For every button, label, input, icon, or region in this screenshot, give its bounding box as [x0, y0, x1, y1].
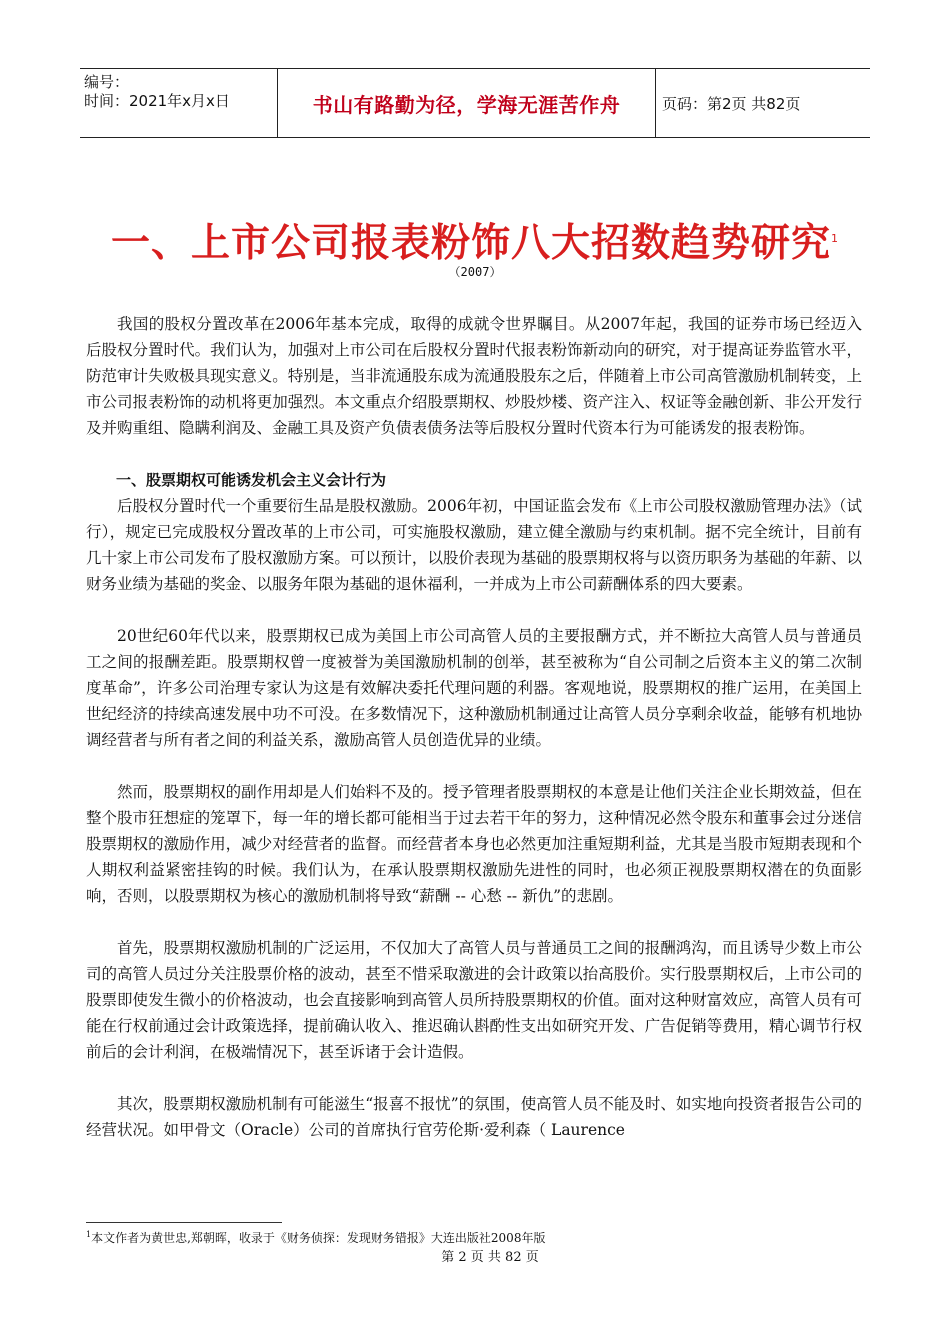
footnote-mark: 1 — [86, 1230, 92, 1239]
footnote-divider — [86, 1222, 282, 1223]
header-motto: 书山有路勤为径，学海无涯苦作舟 — [278, 69, 656, 137]
body-paragraph: 后股权分置时代一个重要衍生品是股权激励。2006年初，中国证监会发布《上市公司股权激励管理办法》（试行），规定已完成股权分置改革的上市公司，可实施股权激励，建立健全激励与约束机制。据不完全统计，目前有几十家上市公司发布了股权激励方案。可以预计，以股价表现为基础的股票期权将与以资历职务为基础的年薪、以财务业绩为基础的奖金、以服务年限为基础的退休福利，一并成为上市公司薪酬体系的四大要素。 — [86, 497, 862, 593]
body-paragraph: 其次，股票期权激励机制有可能滋生“报喜不报忧”的氛围，使高管人员不能及时、如实地向投资者报告公司的经营状况。如甲骨文（Oracle）公司的首席执行官劳伦斯·爱利森（ Laurence — [86, 1095, 862, 1139]
document-subtitle: （2007） — [448, 265, 502, 279]
document-title-text: 一、上市公司报表粉饰八大招数趋势研究 — [110, 221, 831, 266]
header-meta — [80, 69, 278, 137]
document-body — [86, 311, 862, 1143]
page-number: 第 2 页 共 82 页 — [441, 1250, 539, 1265]
body-paragraph: 20世纪60年代以来，股票期权已成为美国上市公司高管人员的主要报酬方式，并不断拉大高管人员与普通员工之间的报酬差距。股票期权曾一度被誉为美国激励机制的创举，甚至被称为“自公司制之后资本主义的第二次制度革命”，许多公司治理专家认为这是有效解决委托代理问题的利器。客观地说，股票期权的推广运用，在美国上世纪经济的持续高速发展中功不可没。在多数情况下，这种激励机制通过让高管人员分享剩余收益，能够有机地协调经营者与所有者之间的利益关系，激励高管人员创造优异的业绩。 — [86, 627, 862, 749]
footnote-text: 本文作者为黄世忠,郑朝晖，收录于《财务侦探：发现财务错报》大连出版社2008年版 — [91, 1231, 546, 1245]
title-footnote-mark: 1 — [831, 232, 839, 245]
header-time-label: 时间：2021年x月x日 — [84, 92, 230, 110]
body-paragraph: 然而，股票期权的副作用却是人们始料不及的。授予管理者股票期权的本意是让他们关注企业长期效益，但在整个股市狂想症的笼罩下，每一年的增长都可能相当于过去若干年的努力，这种情况必然令股东和董事会过分迷信股票期权的激励作用，减少对经营者的监督。而经营者本身也必然更加注重短期利益，尤其是当股市短期表现和个人期权利益紧密挂钩的时候。我们认为，在承认股票期权激励先进性的同时，也必须正视股票期权潜在的负面影响，否则，以股票期权为核心的激励机制将导致“薪酬 -- 心愁 -- 新仇”的悲剧。 — [86, 783, 862, 905]
intro-paragraph: 我国的股权分置改革在2006年基本完成，取得的成就令世界瞩目。从2007年起，我国的证券市场已经迈入后股权分置时代。我们认为，加强对上市公司在后股权分置时代报表粉饰新动向的研究，对于提高证券监管水平，防范审计失败极具现实意义。特别是，当非流通股东成为流通股股东之后，伴随着上市公司高管激励机制转变，上市公司报表粉饰的动机将更加强烈。本文重点介绍股票期权、炒股炒楼、资产注入、权证等金融创新、非公开发行及并购重组、隐瞒利润及、金融工具及资产负债表债务法等后股权分置时代资本行为可能诱发的报表粉饰。 — [86, 315, 862, 437]
header-page-info: 页码：第2页 共82页 — [662, 94, 801, 113]
body-paragraph: 首先，股票期权激励机制的广泛运用，不仅加大了高管人员与普通员工之间的报酬鸿沟，而且诱导少数上市公司的高管人员过分关注股票价格的波动，甚至不惜采取激进的会计政策以抬高股价。实行股票期权后，上市公司的股票即使发生微小的价格波动，也会直接影响到高管人员所持股票期权的价值。面对这种财富效应，高管人员有可能在行权前通过会计政策选择，提前确认收入、推迟确认斟酌性支出如研究开发、广告促销等费用，精心调节行权前后的会计利润，在极端情况下，甚至诉诸于会计造假。 — [86, 939, 862, 1061]
document-title — [0, 212, 950, 268]
page-header — [80, 68, 870, 138]
header-number-label: 编号： — [84, 73, 130, 91]
section-heading: 一、股票期权可能诱发机会主义会计行为 — [116, 471, 387, 489]
footnote — [86, 1227, 545, 1246]
